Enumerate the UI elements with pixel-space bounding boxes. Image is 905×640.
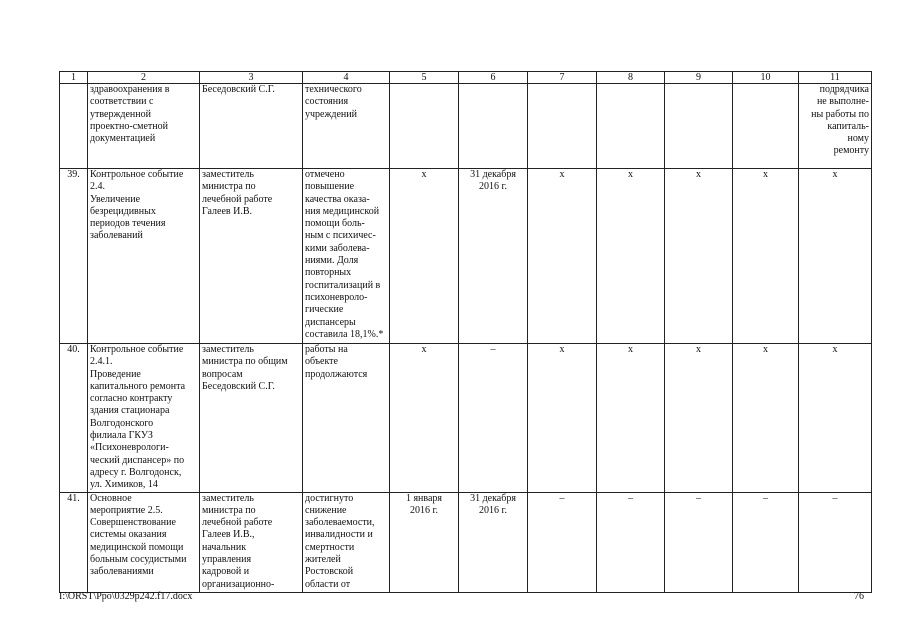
col7-cell: х: [559, 344, 565, 355]
col-header-8: 8: [597, 72, 665, 84]
responsible-cell: заместитель министра по лечебной работе Галеев И.В.: [202, 169, 273, 217]
col11-cell: х: [832, 344, 838, 355]
row-number: 40.: [60, 344, 88, 493]
col10-cell: х: [763, 344, 768, 355]
event-cell: Контрольное событие 2.4.1. Проведение капитального ремонта согласно контракту здания стационара Волгодонского филиала ГКУЗ «Психоневрологи- ческий диспансер» по адресу г. Волгодонск, ул. Химиков, 14: [90, 344, 186, 491]
col9-cell: –: [696, 492, 701, 504]
table-row: [60, 169, 872, 344]
result-cell: достигнуто снижение заболеваемости, инвалидности и смертности жителей Ростовской области от: [305, 492, 375, 590]
col-header-5: 5: [390, 72, 459, 84]
table-row: [60, 344, 872, 493]
col11-cell: подрядчика не выполне- ны работы по капиталь- ному ремонту: [811, 84, 869, 157]
col7-cell: –: [559, 492, 565, 504]
col11-cell: –: [832, 492, 838, 504]
result-cell: технического состояния учреждений: [305, 84, 362, 120]
document-page: [59, 71, 871, 593]
event-cell: Основное мероприятие 2.5. Совершенствование системы оказания медицинской помощи больным сосудистыми заболеваниями: [90, 492, 187, 578]
col-header-2: 2: [88, 72, 200, 84]
col6-cell: 31 декабря 2016 г.: [470, 169, 516, 193]
col-header-10: 10: [733, 72, 799, 84]
col9-cell: х: [696, 344, 701, 355]
table-row: [60, 492, 872, 592]
col-header-9: 9: [665, 72, 733, 84]
col8-cell: х: [628, 169, 633, 180]
col6-cell: 31 декабря 2016 г.: [470, 492, 516, 516]
col-header-7: 7: [528, 72, 597, 84]
col8-cell: х: [628, 344, 633, 355]
col-header-3: 3: [200, 72, 303, 84]
col-header-11: 11: [799, 72, 872, 84]
col6-cell: –: [490, 344, 496, 355]
table-row: [60, 84, 872, 169]
col5-cell: х: [421, 169, 427, 180]
col7-cell: х: [559, 169, 565, 180]
column-number-header-row: [60, 72, 872, 84]
col-header-4: 4: [303, 72, 390, 84]
file-path-footer: I:\ORST\Ppo\0329p242.f17.docx: [59, 591, 193, 602]
row-number: 41.: [60, 492, 88, 592]
col11-cell: х: [832, 169, 838, 180]
col9-cell: х: [696, 169, 701, 180]
page-number: 76: [854, 591, 864, 602]
plan-table: [59, 71, 872, 593]
col10-cell: х: [763, 169, 768, 180]
col-header-1: 1: [60, 72, 88, 84]
responsible-cell: заместитель министра по лечебной работе Галеев И.В., начальник управления кадровой и организационно-: [202, 492, 275, 590]
col10-cell: –: [763, 492, 768, 504]
event-cell: здравоохранения в соответствии с утвержденной проектно-сметной документацией: [90, 84, 170, 145]
col5-cell: х: [421, 344, 427, 355]
responsible-cell: заместитель министра по общим вопросам Беседовский С.Г.: [202, 344, 288, 392]
col-header-6: 6: [459, 72, 528, 84]
result-cell: работы на объекте продолжаются: [305, 344, 368, 380]
row-number: [60, 84, 88, 169]
result-cell: отмечено повышение качества оказа- ния медицинской помощи боль- ным с психичес- кими заболева- ниями. Доля повторных госпитализаций в психоневроло- гические диспансеры составила 18,1%.*: [305, 169, 384, 340]
col5-cell: 1 января 2016 г.: [405, 492, 443, 516]
responsible-cell: Беседовский С.Г.: [202, 84, 275, 95]
row-number: 39.: [60, 169, 88, 344]
col8-cell: –: [628, 492, 633, 504]
event-cell: Контрольное событие 2.4. Увеличение безрецидивных периодов течения заболеваний: [90, 169, 184, 242]
